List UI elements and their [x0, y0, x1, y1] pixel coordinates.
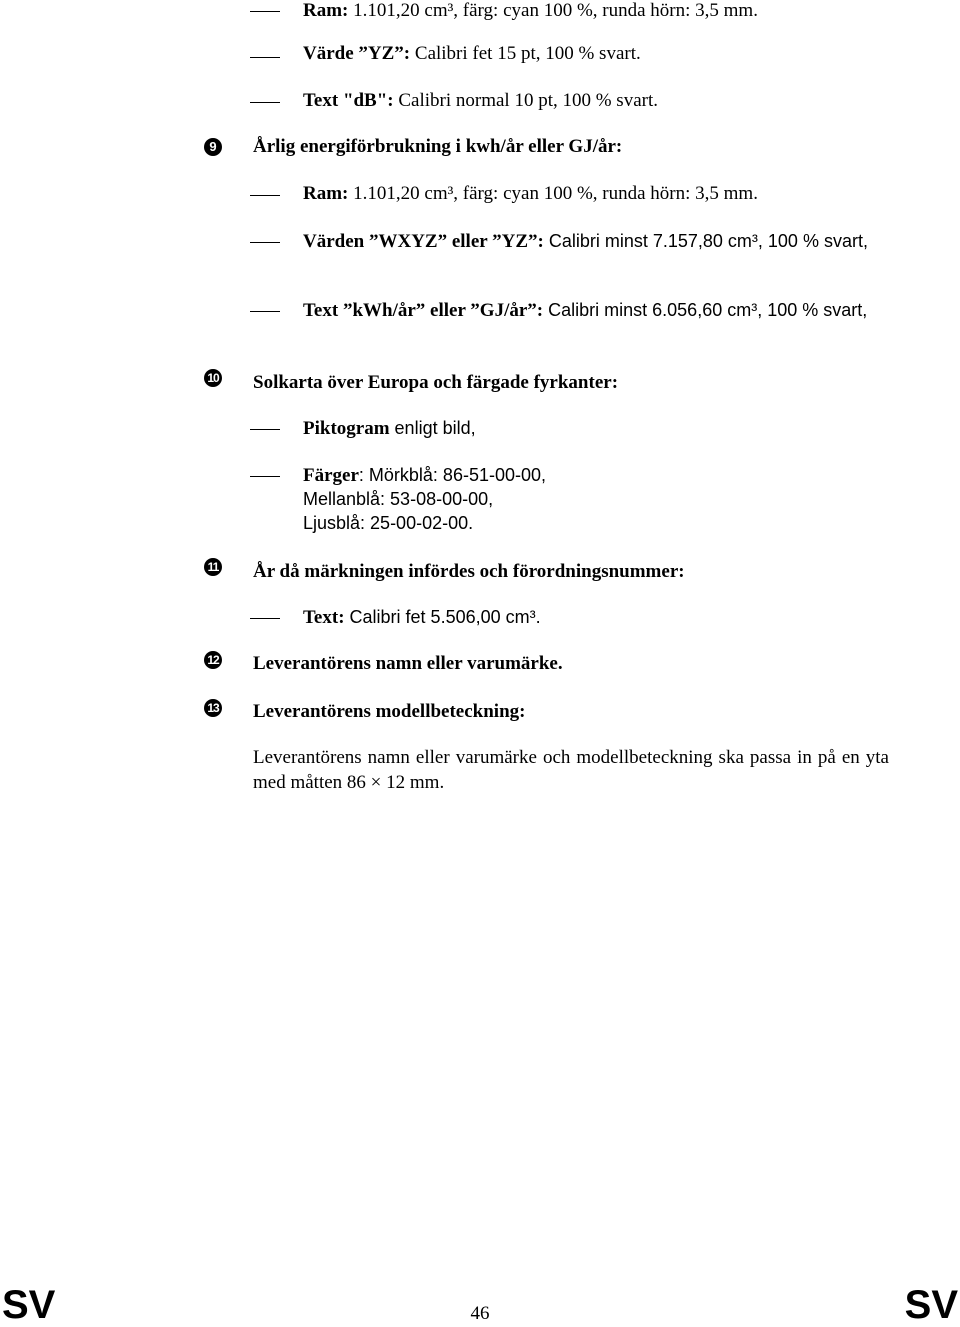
section-number-badge: 9: [204, 138, 222, 156]
section-paragraph: Leverantörens namn eller varumärke och modellbeteckning ska passa in på en yta med måtten 86 × 12 mm.: [253, 747, 889, 793]
section-heading: År då märkningen infördes och förordningsnummer:: [253, 561, 685, 582]
section-number-badge: 12: [204, 651, 222, 669]
item-text: Text: Calibri fet 5.506,00 cm³.: [303, 607, 541, 628]
section-number-badge: 10: [204, 369, 222, 387]
page-number: 46: [470, 1303, 490, 1324]
item-text: Ram: 1.101,20 cm³, färg: cyan 100 %, runda hörn: 3,5 mm.: [303, 183, 758, 204]
dash-bullet: [250, 11, 280, 12]
item-text-continued: Mellanblå: 53-08-00-00,: [303, 489, 494, 509]
dash-bullet: [250, 242, 280, 243]
dash-bullet: [250, 195, 280, 196]
dash-bullet: [250, 102, 280, 103]
section-number-badge: 11: [204, 558, 222, 576]
item-text: Text ”kWh/år” eller ”GJ/år”: Calibri minst 6.056,60 cm³, 100 % svart,: [303, 300, 868, 321]
section-heading: Årlig energiförbrukning i kwh/år eller GJ/år:: [253, 136, 623, 157]
item-text: Värden ”WXYZ” eller ”YZ”: Calibri minst 7.157,80 cm³, 100 % svart,: [303, 231, 868, 252]
dash-bullet: [250, 476, 280, 477]
section-heading: Solkarta över Europa och färgade fyrkanter:: [253, 372, 619, 393]
dash-bullet: [250, 57, 280, 58]
dash-bullet: [250, 311, 280, 312]
language-code-right: SV: [904, 1283, 958, 1327]
item-text: Text "dB": Calibri normal 10 pt, 100 % svart.: [303, 90, 658, 111]
item-text: Piktogram enligt bild,: [303, 418, 476, 439]
language-code-left: SV: [2, 1283, 56, 1327]
section-heading: Leverantörens namn eller varumärke.: [253, 653, 563, 674]
item-text: Värde ”YZ”: Calibri fet 15 pt, 100 % svart.: [303, 43, 641, 64]
section-number-badge: 13: [204, 699, 222, 717]
dash-bullet: [250, 618, 280, 619]
item-text: Färger: Mörkblå: 86-51-00-00,: [303, 465, 546, 486]
section-heading: Leverantörens modellbeteckning:: [253, 701, 526, 722]
item-text: Ram: 1.101,20 cm³, färg: cyan 100 %, runda hörn: 3,5 mm.: [303, 0, 758, 21]
dash-bullet: [250, 429, 280, 430]
item-text-continued: Ljusblå: 25-00-02-00.: [303, 513, 474, 533]
